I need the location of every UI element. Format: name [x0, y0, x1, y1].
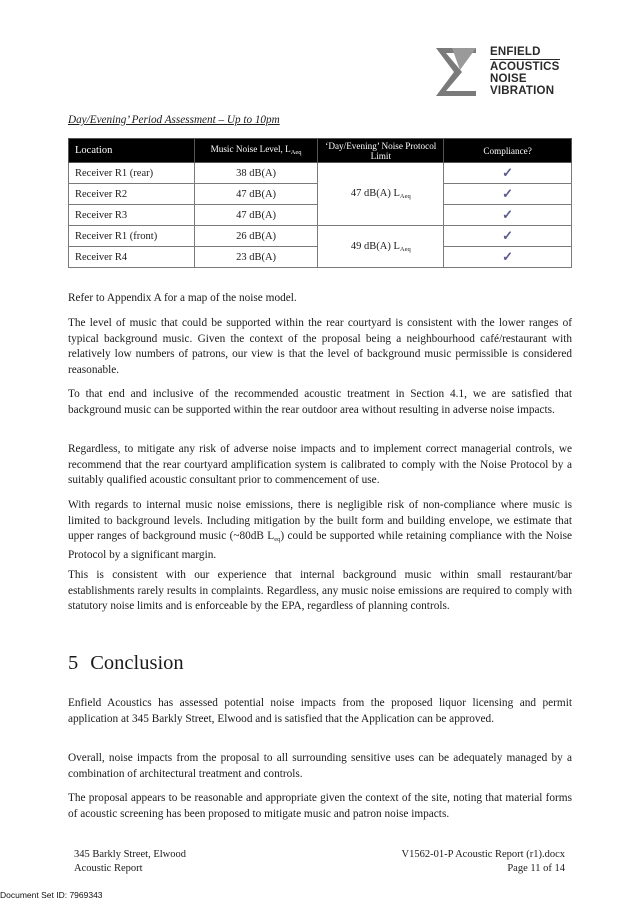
- footer-page-number: Page 11 of 14: [507, 863, 565, 874]
- header-music-level: [194, 139, 318, 163]
- check-icon: ✓: [502, 165, 514, 180]
- header-music-level-text: Music Noise Level, L: [210, 143, 291, 154]
- row-location: Receiver R3: [69, 205, 195, 226]
- table-header-row: [69, 139, 572, 163]
- logo-line-2: ACOUSTICS: [490, 61, 560, 73]
- header-music-level-sub: Aeq: [290, 148, 302, 156]
- row-level: 47 dB(A): [194, 205, 318, 226]
- logo-line-1: ENFIELD: [490, 46, 541, 58]
- document-set-id: Document Set ID: 7969343: [0, 890, 103, 900]
- logo-mark-icon: [432, 44, 488, 100]
- footer-right: [380, 848, 565, 876]
- limit-group-2-text: 49 dB(A) L: [350, 240, 400, 252]
- logo-line-3: NOISE: [490, 73, 527, 85]
- row-location: Receiver R4: [69, 247, 195, 268]
- row-compliance: [444, 247, 572, 268]
- limit-group-1: [318, 163, 444, 226]
- paragraph-experience: This is consistent with our experience that internal background music within small restaurant/bar establishments rarely results in complaints. Regardless, any music noise emissions are required to comply with statutory noise limits and is enforceable by the EPA, regardless of planning controls.: [68, 569, 572, 613]
- paragraph-courtyard-music: The level of music that could be supported within the rear courtyard is consistent with the lower ranges of typical background music. Given the context of the proposal being a neighbourhood café/restaurant with relatively low numbers of patrons, our view is that the level of background music permissible is considered reasonable.: [68, 317, 572, 376]
- row-location: Receiver R1 (front): [69, 226, 195, 247]
- paragraph-conclusion-3: The proposal appears to be reasonable and appropriate given the context of the site, noting that material forms of acoustic screening has been proposed to mitigate music and patron noise impacts.: [68, 792, 572, 820]
- limit-group-2-sub: Aeq: [399, 245, 411, 253]
- row-level: 47 dB(A): [194, 184, 318, 205]
- footer-address: 345 Barkly Street, Elwood: [74, 849, 186, 860]
- paragraph-internal-music-sub: eq: [274, 536, 281, 544]
- paragraph-conclusion-1: Enfield Acoustics has assessed potential noise impacts from the proposed liquor licensing and permit application at 345 Barkly Street, Elwood and is satisfied that the Application can be approved.: [68, 697, 572, 725]
- row-compliance: [444, 184, 572, 205]
- header-limit: ‘Day/Evening’ Noise Protocol Limit: [318, 139, 444, 163]
- footer-doc-ref: V1562-01-P Acoustic Report (r1).docx: [401, 849, 565, 860]
- header-compliance: Compliance?: [444, 139, 572, 163]
- paragraph-internal-music-b: ) could be supported while retaining compliance with the Noise Protocol by a significant margin.: [68, 530, 572, 561]
- paragraph-treatment: To that end and inclusive of the recommended acoustic treatment in Section 4.1, we are satisfied that background music can be supported within the rear outdoor area without resulting in adverse noise impacts.: [68, 388, 572, 416]
- logo-wordmark: [490, 46, 560, 97]
- row-location: Receiver R1 (rear): [69, 163, 195, 184]
- check-icon: ✓: [502, 228, 514, 243]
- row-compliance: [444, 163, 572, 184]
- table-row: [69, 226, 572, 247]
- paragraph-internal-music-a: With regards to internal music noise emissions, there is negligible risk of non-compliance where music is limited to background levels. Including mitigation by the built form and building envelope, we estimate that upper ranges of background music (~80dB L: [68, 499, 572, 543]
- section-title: Conclusion: [90, 652, 184, 674]
- paragraph-appendix-ref: Refer to Appendix A for a map of the noise model.: [68, 292, 297, 304]
- section-heading-conclusion: [68, 652, 184, 675]
- row-compliance: [444, 205, 572, 226]
- row-level: 26 dB(A): [194, 226, 318, 247]
- paragraph-conclusion-2: Overall, noise impacts from the proposal to all surrounding sensitive uses can be adequately managed by a combination of architectural treatment and controls.: [68, 752, 572, 780]
- check-icon: ✓: [502, 186, 514, 201]
- company-logo: [432, 44, 572, 100]
- footer-left: [74, 848, 186, 876]
- assessment-table: [68, 138, 572, 268]
- paragraph-mitigation: Regardless, to mitigate any risk of adverse noise impacts and to implement correct managerial controls, we recommend that the rear courtyard amplification system is calibrated to comply with the Noise Protocol by a suitably qualified acoustic consultant prior to commencement of use.: [68, 443, 572, 487]
- footer-report-type: Acoustic Report: [74, 863, 143, 874]
- row-level: 38 dB(A): [194, 163, 318, 184]
- header-location: Location: [69, 139, 195, 163]
- paragraph-internal-music: [68, 498, 572, 563]
- limit-group-2: [318, 226, 444, 268]
- section-number: 5: [68, 652, 79, 674]
- row-compliance: [444, 226, 572, 247]
- check-icon: ✓: [502, 249, 514, 264]
- assessment-heading: Day/Evening’ Period Assessment – Up to 10pm: [68, 114, 280, 126]
- limit-group-1-text: 47 dB(A) L: [350, 188, 400, 199]
- limit-group-1-sub: Aeq: [399, 193, 411, 200]
- check-icon: ✓: [502, 207, 514, 222]
- row-level: 23 dB(A): [194, 247, 318, 268]
- logo-line-4: VIBRATION: [490, 85, 555, 97]
- row-location: Receiver R2: [69, 184, 195, 205]
- table-row: [69, 163, 572, 184]
